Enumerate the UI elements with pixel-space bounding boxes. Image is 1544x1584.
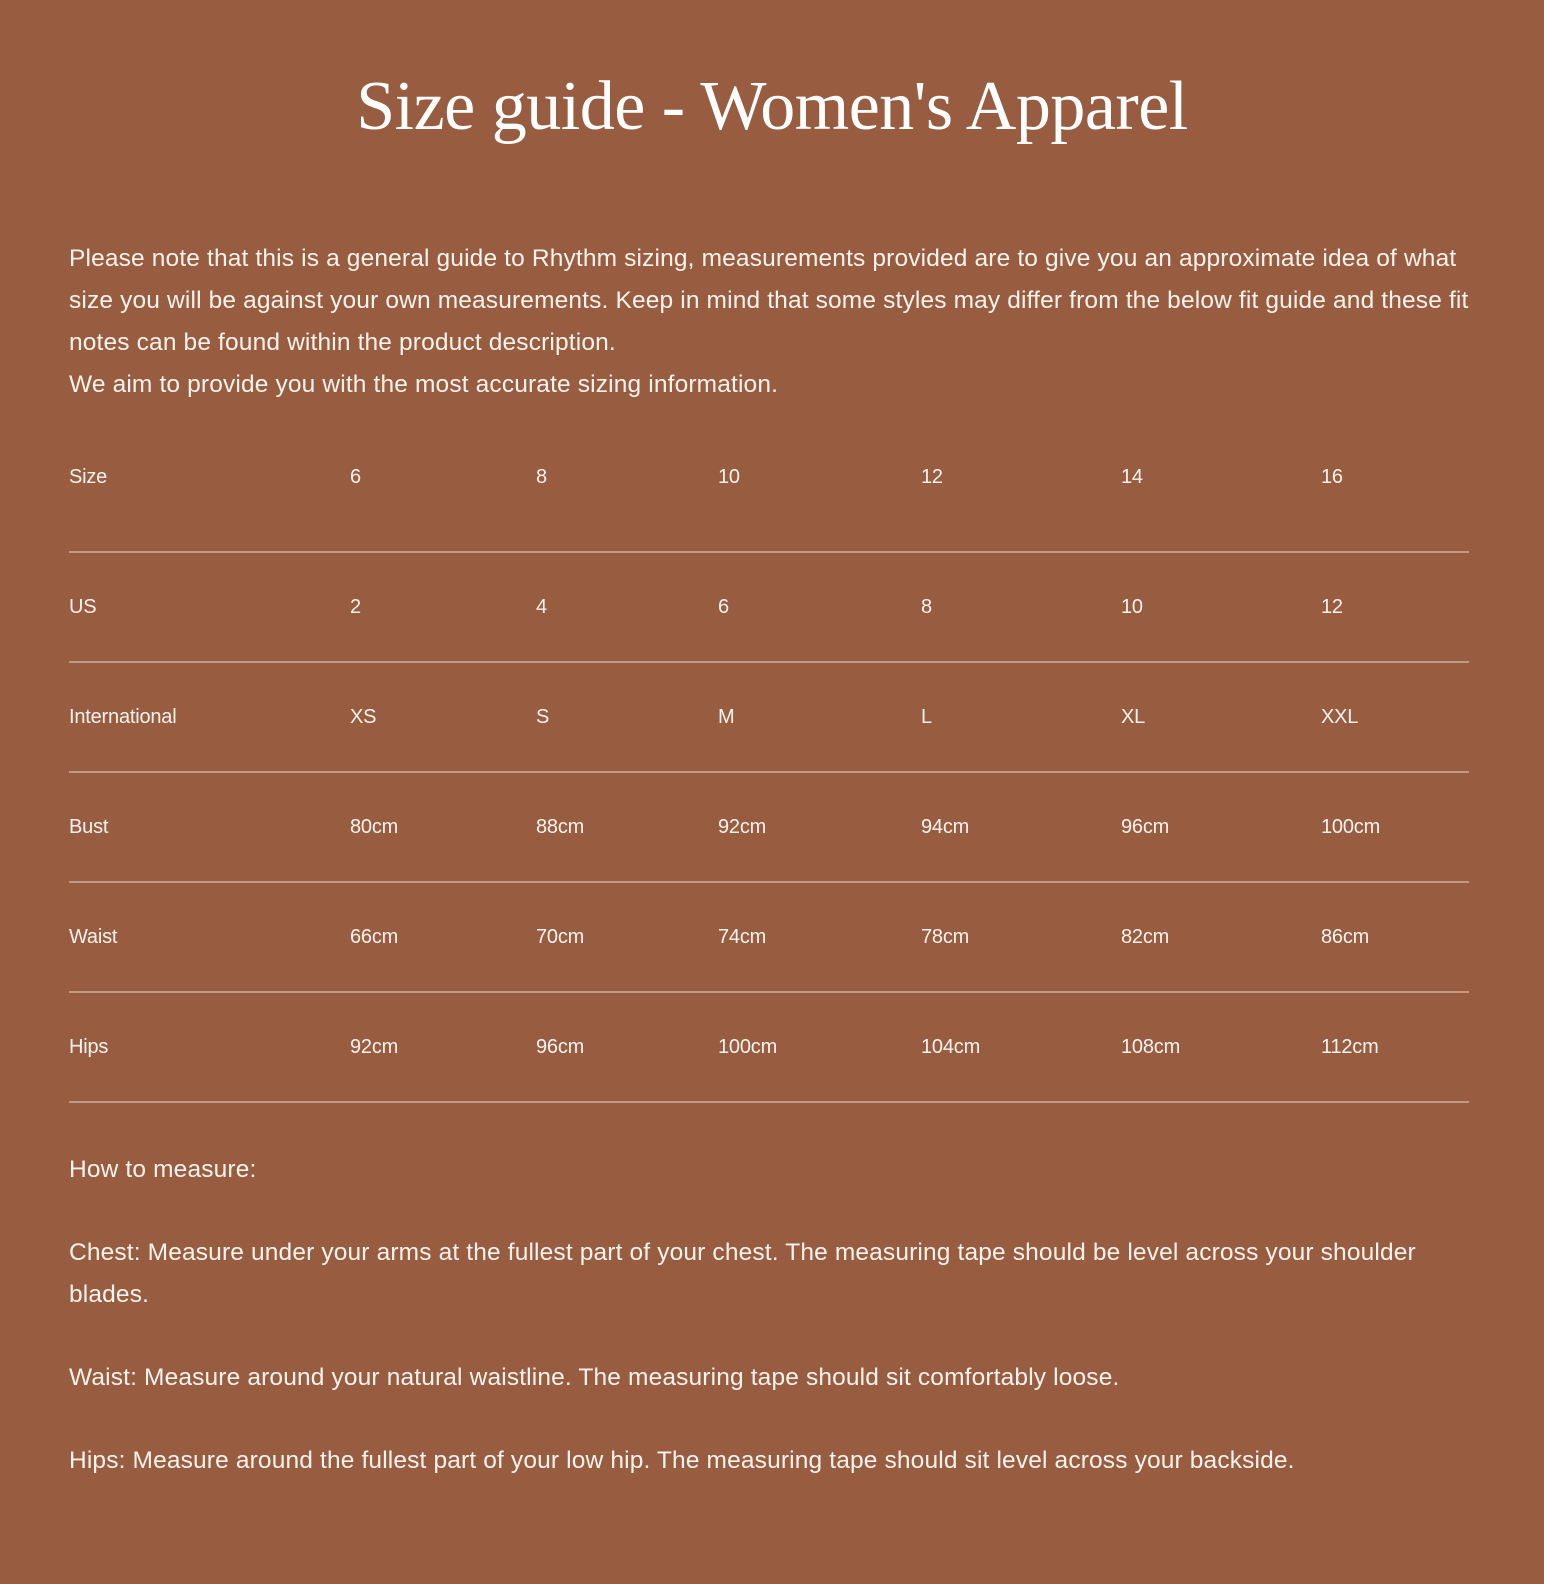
table-cell: 12 [1321,552,1469,662]
table-cell: XL [1121,662,1321,772]
row-label: Size [69,466,350,552]
table-cell: 78cm [921,882,1121,992]
table-cell: 74cm [718,882,921,992]
table-cell: 10 [718,466,921,552]
table-cell: 12 [921,466,1121,552]
table-cell: L [921,662,1121,772]
how-to-measure-section [69,1149,1475,1482]
table-cell: 92cm [718,772,921,882]
row-label: US [69,552,350,662]
row-label: International [69,662,350,772]
page-title: Size guide - Women's Apparel [356,68,1188,145]
table-cell: 104cm [921,992,1121,1102]
table-cell: 100cm [1321,772,1469,882]
table-cell: 66cm [350,882,536,992]
intro-paragraph: We aim to provide you with the most accurate sizing information. [69,371,779,398]
table-row-hips [69,992,1469,1102]
size-table [69,466,1469,1103]
table-cell: 70cm [536,882,718,992]
how-to-measure-heading: How to measure: [69,1156,257,1183]
intro-paragraph: Please note that this is a general guide to Rhythm sizing, measurements provided are to give you an approximate idea of what size you will be against your own measurements. Keep in mind that some styles may differ from the below fit guide and these fit notes can be found within the product description. [69,245,1469,356]
row-label: Waist [69,882,350,992]
table-cell: 92cm [350,992,536,1102]
table-cell: M [718,662,921,772]
table-cell: 94cm [921,772,1121,882]
table-cell: 80cm [350,772,536,882]
table-cell: 16 [1321,466,1469,552]
table-cell: 6 [350,466,536,552]
row-label: Bust [69,772,350,882]
table-cell: 100cm [718,992,921,1102]
hips-instruction: Hips: Measure around the fullest part of your low hip. The measuring tape should sit level across your backside. [69,1447,1295,1474]
table-cell: 10 [1121,552,1321,662]
table-cell: 112cm [1321,992,1469,1102]
table-cell: 88cm [536,772,718,882]
table-cell: 8 [536,466,718,552]
table-cell: 86cm [1321,882,1469,992]
table-cell: 96cm [536,992,718,1102]
table-cell: 4 [536,552,718,662]
table-cell: 14 [1121,466,1321,552]
table-cell: 96cm [1121,772,1321,882]
table-cell: 108cm [1121,992,1321,1102]
table-row-us [69,552,1469,662]
row-label: Hips [69,992,350,1102]
table-cell: 8 [921,552,1121,662]
waist-instruction: Waist: Measure around your natural waistline. The measuring tape should sit comfortably loose. [69,1364,1120,1391]
table-cell: 6 [718,552,921,662]
table-row-international [69,662,1469,772]
table-row-bust [69,772,1469,882]
chest-instruction: Chest: Measure under your arms at the fullest part of your chest. The measuring tape should be level across your shoulder blades. [69,1239,1416,1308]
table-cell: XS [350,662,536,772]
intro-text [69,238,1475,406]
table-cell: S [536,662,718,772]
table-row-waist [69,882,1469,992]
table-row-size [69,466,1469,552]
table-cell: 2 [350,552,536,662]
table-cell: XXL [1321,662,1469,772]
table-cell: 82cm [1121,882,1321,992]
